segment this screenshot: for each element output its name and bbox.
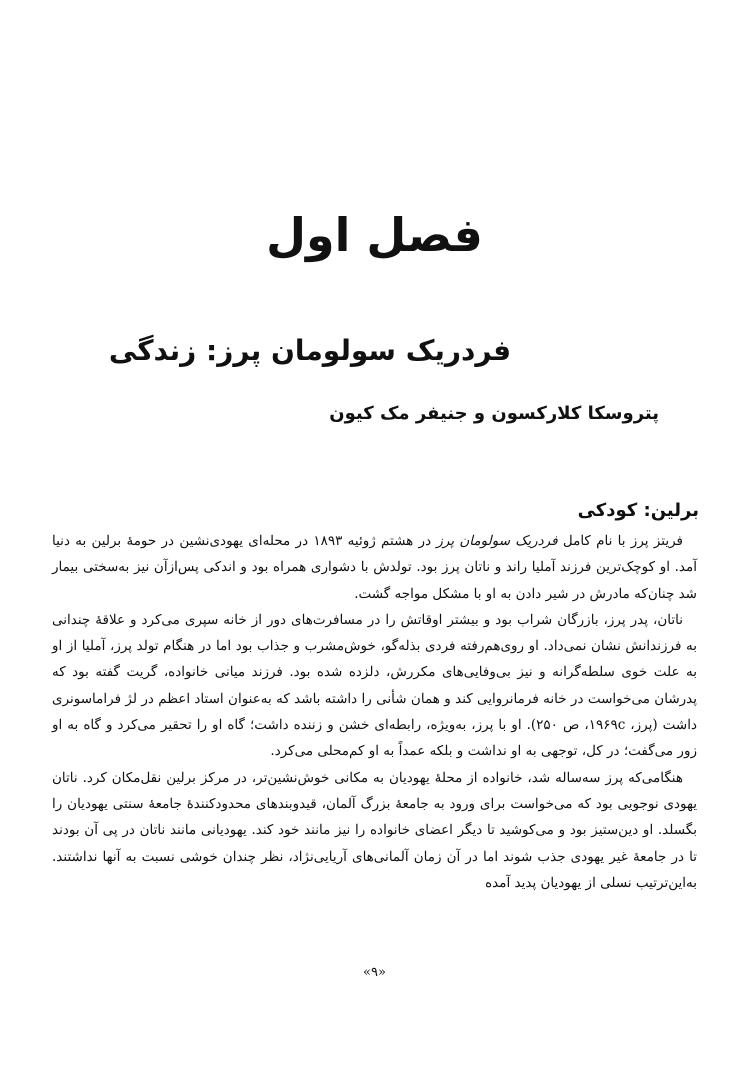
chapter-title: فصل اول [266, 208, 483, 262]
article-title: فردریک سولومان پرز: زندگی [108, 334, 512, 367]
page-number: «۹» [363, 965, 386, 980]
paragraph-1-rest: در هشتم ژوئیه ۱۸۹۳ در محله‌ای یهودی‌نشین در حومهٔ برلین به دنیا آمد. او کوچک‌ترین فرزند آملیا راند و ناتان پرز بود. تولدش با دشواری همراه بود و اندکی پس‌ازآن نیز به‌سختی بیمار شد چنان‌که مادرش در شیر دادن به او با مشکل مواجه گشت. [52, 533, 697, 602]
paragraph-3: هنگامی‌که پرز سه‌ساله شد، خانواده از محلهٔ یهودیان به مکانی خوش‌نشین‌تر، در مرکز برلین نقل‌مکان کرد. ناتان یهودی نوجویی بود که می‌خواست برای ورود به جامعهٔ بزرگ آلمان، قیدوبندهای محدودکنندهٔ جامعهٔ سنتی یهودیان را بگسلد. او دین‌ستیز بود و می‌کوشید تا دیگر اعضای خانواده را نیز مانند خود کند. یهودیانی مانند ناتان در پی آن بودند تا در جامعهٔ غیر یهودی جذب شوند اما در آن زمان آلمانی‌های آریایی‌نژاد، نظر چندان خوشی نسبت به آنها نداشتند. به‌این‌ترتیب نسلی از یهودیان پدید آمده [52, 769, 697, 891]
paragraph-2: ناتان، پدر پرز، بازرگان شراب بود و بیشتر اوقاتش را در مسافرت‌های دور از خانه سپری می‌کرد و علاقهٔ چندانی به فرزندانش نشان نمی‌داد. او روی‌هم‌رفته فردی بذله‌گو، خوش‌مشرب و جذاب بود اما در هنگام تولد پرز، آملیا از او به علت خوی سلطه‌گرانه و نیز بی‌وفایی‌های مکررش، دلزده شده بود. فرزند میانی خانواده، گریت گفته بود که پدرشان می‌خواست در خانه فرمانروایی کند و همان شأنی را داشته باشد که به‌عنوان استاد اعظم در لژ فراماسونری داشت (پرز، ۱۹۶۹c، ص ۲۵۰). او با پرز، به‌ویژه، رابطه‌ای خشن و زننده داشت؛ گاه او را تحقیر می‌کرد و گاه به او زور می‌گفت؛ در کل، توجهی به او نداشت و بلکه عمداً به او کم‌محلی می‌کرد. [52, 611, 698, 760]
full-name-italic: فردریک سولومان پرز [436, 533, 558, 549]
paragraph-1 [52, 528, 697, 607]
section-heading: برلین: کودکی [577, 500, 699, 521]
authors-line: پتروسکا کلارکسون و جنیفر مک کیون [329, 403, 659, 424]
paragraph-1-start: فریتز پرز با نام کامل [557, 533, 683, 549]
body-text [52, 528, 697, 896]
